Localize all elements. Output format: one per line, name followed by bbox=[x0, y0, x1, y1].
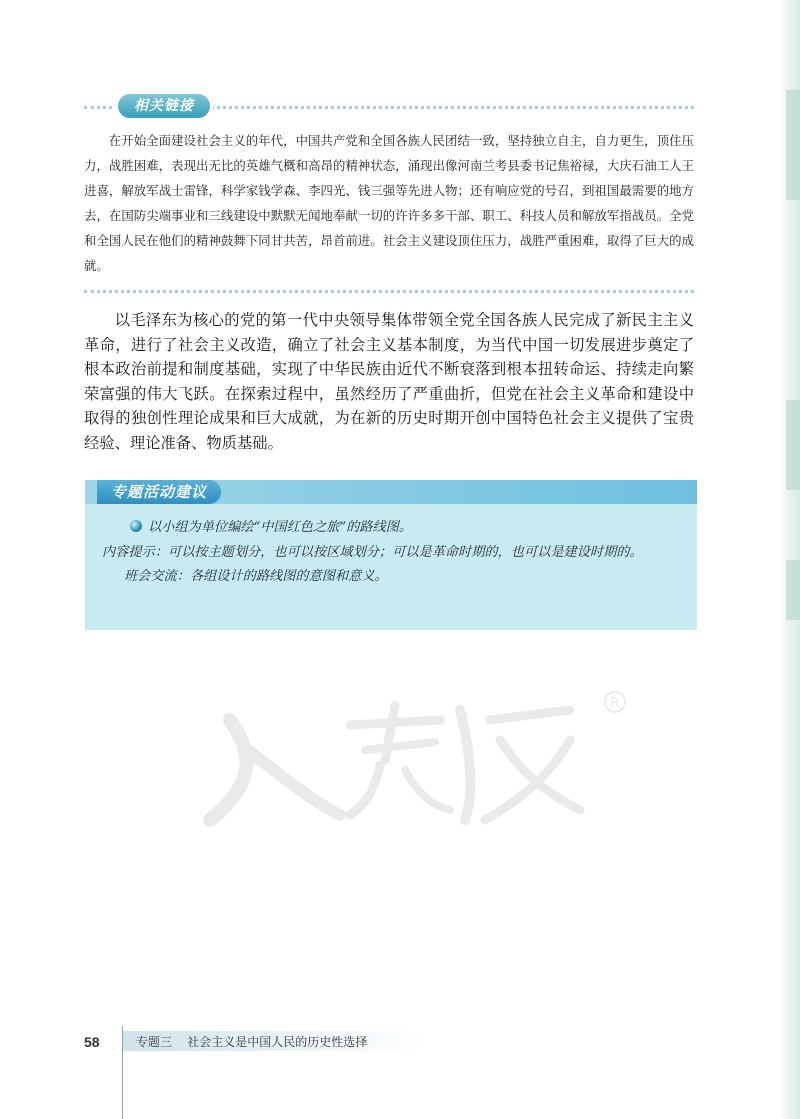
related-links-tab: 相关链接 bbox=[118, 94, 210, 118]
edge-decoration bbox=[786, 560, 800, 620]
edge-decoration bbox=[786, 400, 800, 490]
bullet-icon bbox=[130, 520, 142, 532]
page-edge-strip bbox=[783, 0, 800, 1119]
activity-tab: 专题活动建议 bbox=[97, 480, 221, 504]
related-links-paragraph: 在开始全面建设社会主义的年代，中国共产党和全国各族人民团结一致，坚持独立自主，自力更生，顶住压力，战胜困难，表现出无比的英雄气概和高昂的精神状态，涌现出像河南兰考县委书记焦裕禄，大庆石油工人王进喜，解放军战士雷锋，科学家钱学森、李四光、钱三强等先进人物；还有响应党的号召，到祖国最需要的地方去，在国防尖端事业和三线建设中默默无闻地奉献一切的许许多多干部、职工、科技人员和解放军指战员。全党和全国人民在他们的精神鼓舞下同甘共苦，昂首前进。社会主义建设顶住压力，战胜严重困难，取得了巨大的成就。 bbox=[84, 133, 694, 273]
activity-hint: 内容提示：可以按主题划分，也可以按区域划分；可以是革命时期的，也可以是建设时期的。 bbox=[102, 544, 643, 560]
main-paragraph: 以毛泽东为核心的党的第一代中央领导集体带领全党全国各族人民完成了新民主主义革命，进行了社会主义改造，确立了社会主义基本制度，为当代中国一切发展进步奠定了根本政治前提和制度基础，实现了中华民族由近代不断衰落到根本扭转命运、持续走向繁荣富强的伟大飞跃。在探索过程中，虽然经历了严重曲折，但党在社会主义革命和建设中取得的独创性理论成果和巨大成就，为在新的历史时期开创中国特色社会主义提供了宝贵经验、理论准备、物质基础。 bbox=[84, 311, 694, 452]
dotted-divider-bottom bbox=[84, 290, 694, 293]
activity-suggestion-box bbox=[85, 480, 697, 630]
activity-item-text: 以小组为单位编绘“中国红色之旅”的路线图。 bbox=[148, 520, 413, 535]
activity-exchange: 班会交流：各组设计的路线图的意图和意义。 bbox=[124, 569, 388, 584]
page-number: 58 bbox=[84, 1034, 100, 1050]
activity-body bbox=[102, 516, 690, 590]
svg-text:R: R bbox=[610, 696, 620, 711]
activity-item bbox=[130, 516, 690, 541]
publisher-watermark-logo bbox=[190, 680, 630, 830]
edge-decoration bbox=[786, 90, 800, 200]
chapter-title: 专题三 社会主义是中国人民的历史性选择 bbox=[136, 1035, 368, 1049]
